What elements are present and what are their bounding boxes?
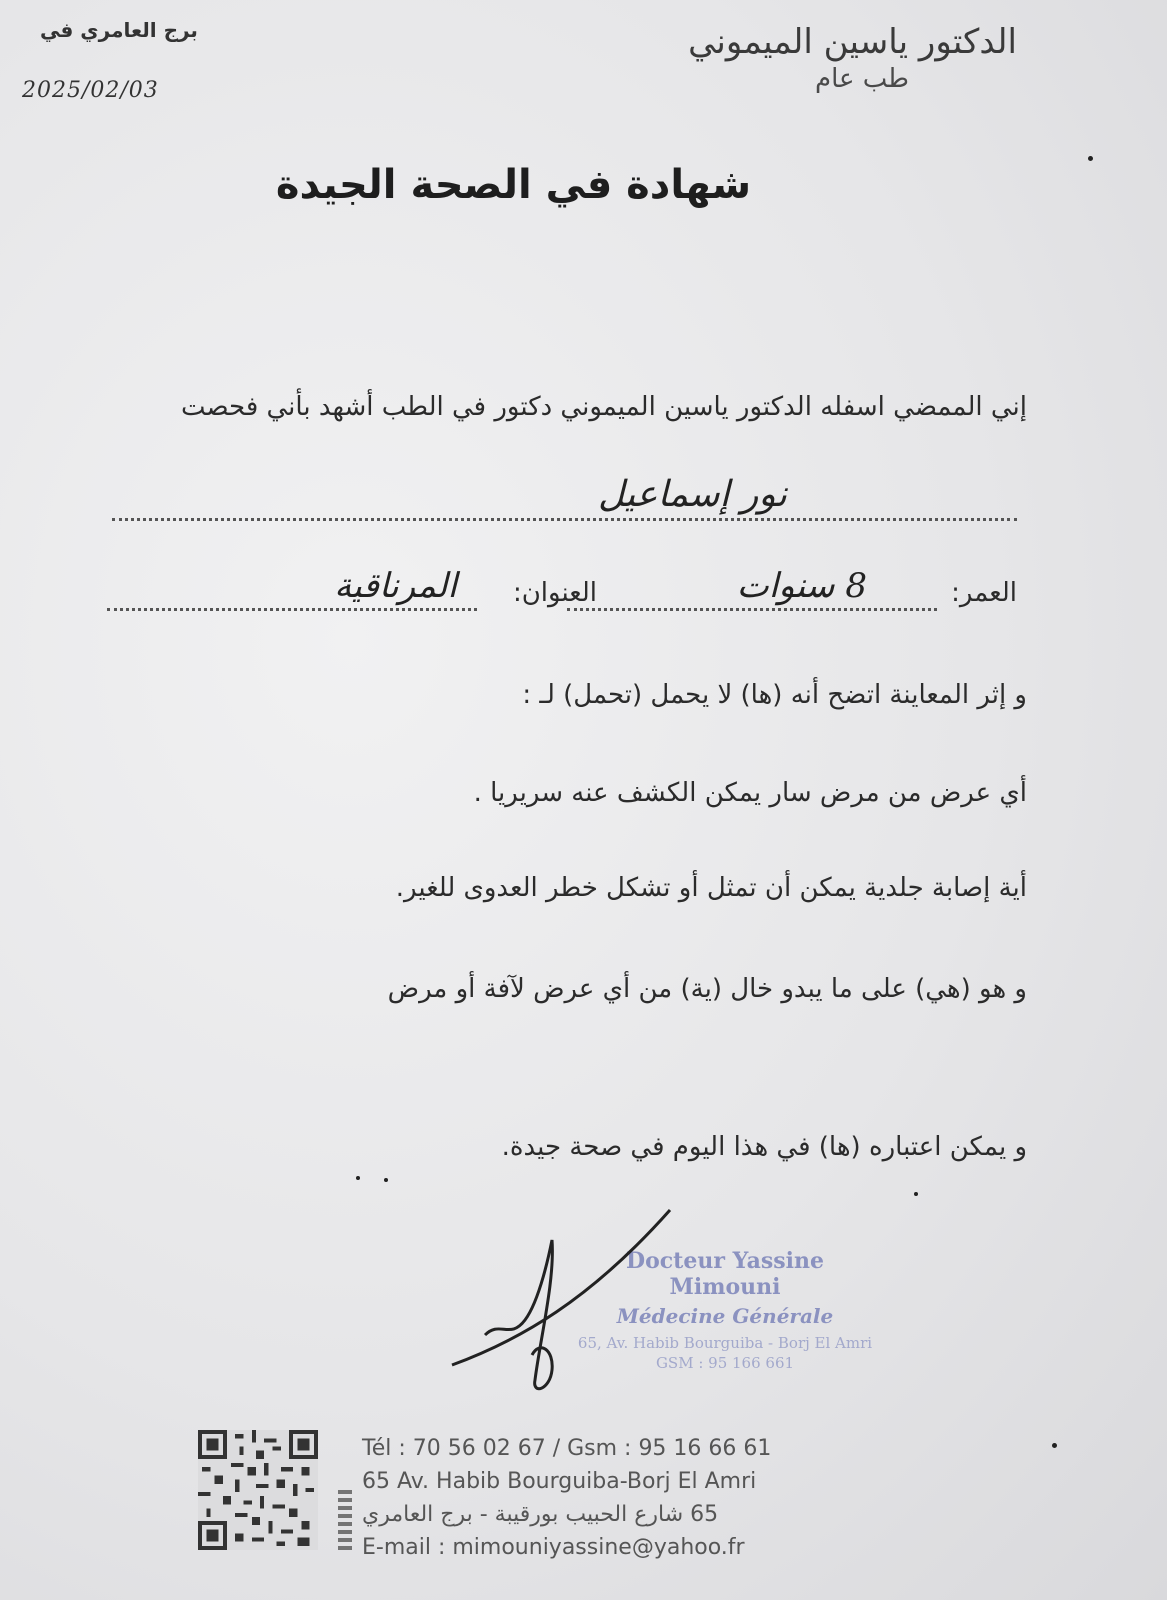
- doctor-specialty: طب عام: [814, 64, 909, 94]
- stamp-line-3: 65, Av. Habib Bourguiba - Borj El Amri: [577, 1334, 873, 1352]
- body-line-8: و يمكن اعتباره (ها) في هذا اليوم في صحة جيدة.: [501, 1132, 1027, 1162]
- footer-address-fr: 65 Av. Habib Bourguiba-Borj El Amri: [362, 1469, 757, 1494]
- scan-speck: [384, 1178, 388, 1182]
- certificate-date: 2025/02/03: [22, 78, 159, 103]
- scan-speck: [356, 1176, 360, 1180]
- address-label: العنوان:: [512, 578, 597, 608]
- footer-email: E-mail : mimouniyassine@yahoo.fr: [362, 1535, 745, 1560]
- certificate-title-text: شهادة في الصحة الجيدة: [275, 162, 752, 208]
- age-value-handwritten: 8 سنوات: [736, 566, 867, 606]
- age-dotted-line: [567, 608, 937, 611]
- scan-speck: [1052, 1443, 1057, 1448]
- body-line-5: أي عرض من مرض سار يمكن الكشف عنه سريريا .: [473, 778, 1027, 808]
- body-line-1: إني الممضي اسفله الدكتور ياسين الميموني دكتور في الطب أشهد بأني فحصت: [180, 392, 1027, 422]
- stamp-line-1: Docteur Yassine Mimouni: [626, 1248, 824, 1300]
- scan-speck: [914, 1192, 918, 1196]
- place-label: برج العامري في: [40, 18, 198, 42]
- age-label: العمر:: [951, 578, 1017, 608]
- footer-phones: Tél : 70 56 02 67 / Gsm : 95 16 66 61: [362, 1436, 772, 1461]
- scan-speck: [1088, 156, 1093, 161]
- footer-contact: [362, 1432, 822, 1564]
- body-line-6: أية إصابة جلدية يمكن أن تمثل أو تشكل خطر العدوى للغير.: [395, 873, 1027, 903]
- body-line-4: و إثر المعاينة اتضح أنه (ها) لا يحمل (تحمل) لـ :: [522, 680, 1027, 710]
- patient-name-dotted-line: [112, 518, 1017, 521]
- patient-name-handwritten: نور إسماعيل: [598, 474, 787, 515]
- footer-address-ar: 65 شارع الحبيب بورقيبة - برج العامري: [362, 1502, 719, 1527]
- address-dotted-line: [107, 608, 477, 611]
- qr-code-icon: [198, 1430, 318, 1550]
- doctor-signature: [440, 1190, 680, 1400]
- certificate-title: [0, 162, 1167, 208]
- doctor-name: الدكتور ياسين الميموني: [688, 22, 1017, 62]
- stamp-line-4: GSM : 95 166 661: [655, 1354, 795, 1372]
- stamp-line-2: Médecine Générale: [616, 1304, 834, 1328]
- age-address-row: [97, 566, 1017, 622]
- address-value-handwritten: المرناقية: [334, 566, 457, 606]
- body-line-7: و هو (هي) على ما يبدو خال (ية) من أي عرض لآفة أو مرض: [387, 974, 1027, 1004]
- qr-side-mark: [338, 1490, 352, 1550]
